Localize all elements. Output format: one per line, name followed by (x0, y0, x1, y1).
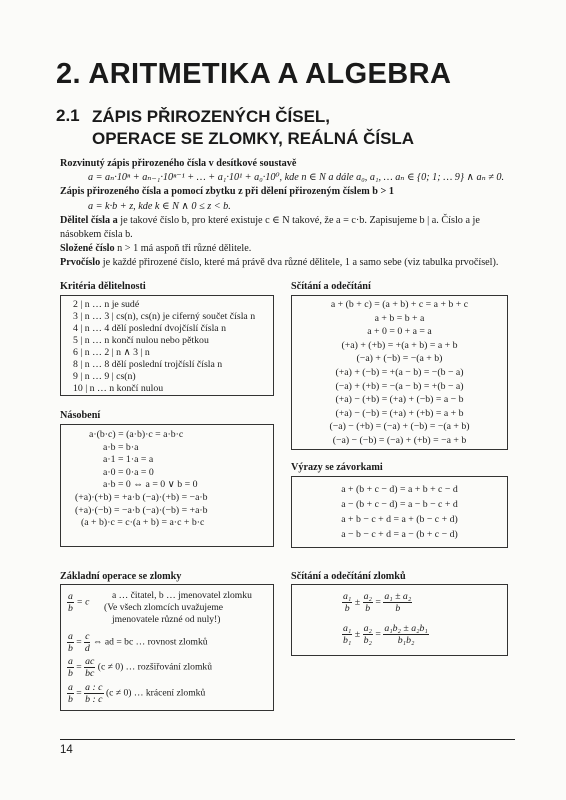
composite-definition (60, 242, 515, 256)
brackets-row: a − (b + c − d) = a − b − c + d (341, 499, 458, 510)
brackets-box (291, 476, 508, 548)
addition-row: (−a) + (−b) = −(a + b) (356, 353, 443, 365)
expanded-heading: Rozvinutý zápis přirozeného čísla v desítkové soustavě (60, 158, 297, 169)
multiplication-row: a·b = b·a (103, 441, 139, 453)
frac-add-general-formula: $\frac{\text{a₁}}{\text{b₁}}$ ± $\frac{\text{a₂}}{\text{b₂}}$ = $\frac{\text{a₁b₂ ± a₂b₁}}{\text{b₁b₂}}$ (343, 623, 428, 646)
fraction-reducing: $\frac{a}{b}$ = $\frac{a : c}{b : c}$ (c ≠ 0) … krácení zlomků (68, 682, 206, 705)
section-number: 2.1 (56, 106, 80, 125)
addition-row: a + b = b + a (374, 312, 425, 324)
fraction-a-over-b: $\frac{a}{b}$ (68, 591, 73, 614)
composite-text: n > 1 má aspoň tři různé dělitele. (117, 243, 252, 255)
divisibility-row: 9 | n … 9 | cs(n) (73, 371, 136, 382)
fraction-expanding: $\frac{a}{b}$ = $\frac{ac}{bc}$ (c ≠ 0) … rozšiřování zlomků (68, 656, 213, 679)
fraction-def-line2: (Ve všech zlomcích uvažujeme (104, 602, 224, 613)
multiplication-row: a·b = 0 ⇔ a = 0 ∨ b = 0 (103, 479, 198, 491)
multiplication-box (60, 424, 274, 547)
expanded-formula: a = aₙ·10ⁿ + aₙ₋₁·10ⁿ⁻¹ + … + a₁·10¹ + a₀·10⁰, kde n ∈ N a dále a₀, a₁, … aₙ ∈ {0; 1; … 9} ∧ aₙ ≠ 0. (88, 172, 505, 184)
fraction-equality: $\frac{a}{b}$ = $\frac{c}{d}$ ⇔ ad = bc … rovnost zlomků (68, 631, 208, 654)
fractions-heading: Základní operace se zlomky (60, 571, 182, 582)
section-title (92, 106, 414, 150)
divisibility-row: 8 | n … 8 dělí poslední trojčíslí čísla n (73, 359, 223, 370)
remainder-formula: a = k·b + z, kde k ∈ N ∧ 0 ≤ z < b. (88, 200, 231, 212)
addition-row: (+a) + (+b) = +(a + b) = a + b (341, 339, 458, 351)
divisor-text: je takové číslo b, pro které existuje c ∈ N takové, že a = c·b. Zapisujeme b | a. Číslo a je násobkem čísla b. (60, 214, 480, 241)
fraction-definition: $\frac{a}{b}$ = c (68, 591, 90, 614)
section-title-line2: OPERACE SE ZLOMKY, REÁLNÁ ČÍSLA (92, 129, 415, 148)
fraction-reducing-text: (c ≠ 0) … krácení zlomků (105, 687, 206, 699)
addition-row: (+a) − (−b) = (+a) + (+b) = a + b (335, 407, 464, 419)
multiplication-row: a·0 = 0·a = 0 (103, 466, 154, 478)
addition-row: (−a) + (+b) = −(a − b) = +(b − a) (335, 380, 464, 392)
addition-row: a + 0 = 0 + a = a (367, 326, 432, 338)
divisibility-box (60, 295, 274, 396)
multiplication-row: a·(b·c) = (a·b)·c = a·b·c (89, 429, 184, 440)
fraction-def-line3: jmenovatele různé od nuly!) (112, 614, 221, 625)
fractions-box (60, 584, 274, 711)
brackets-heading: Výrazy se závorkami (291, 462, 383, 473)
divisor-term: Dělitel čísla a (60, 214, 118, 226)
frac-add-heading: Sčítání a odečítání zlomků (291, 571, 406, 582)
addition-row: (−a) − (+b) = (−a) + (−b) = −(a + b) (329, 421, 470, 433)
divisibility-row: 6 | n … 2 | n ∧ 3 | n (73, 347, 150, 358)
remainder-heading: Zápis přirozeného čísla a pomocí zbytku z při dělení přirozeným číslem b > 1 (60, 186, 394, 198)
prime-term: Prvočíslo (60, 257, 101, 269)
footer-rule (60, 739, 515, 740)
addition-row: a + (b + c) = (a + b) + c = a + b + c (330, 299, 469, 310)
prime-text: je každé přirozené číslo, které má právě dva různé dělitele, 1 a samo sebe (viz tabulka prvočísel). (102, 257, 499, 269)
prime-definition (60, 256, 515, 270)
fraction-expanding-text: (c ≠ 0) … rozšiřování zlomků (97, 661, 213, 673)
section-title-line1: ZÁPIS PŘIROZENÝCH ČÍSEL, (92, 107, 331, 126)
brackets-row: a + b − c + d = a + (b − c + d) (341, 514, 458, 525)
divisibility-heading: Kritéria dělitelnosti (60, 281, 146, 292)
composite-term: Složené číslo (60, 243, 115, 255)
chapter-title: 2. ARITMETIKA A ALGEBRA (56, 58, 452, 90)
brackets-row: a + (b + c − d) = a + b + c − d (341, 484, 458, 495)
addition-row: (+a) + (−b) = +(a − b) = −(b − a) (335, 366, 464, 378)
multiplication-row: (a + b)·c = c·(a + b) = a·c + b·c (81, 517, 205, 529)
addition-box (291, 295, 508, 450)
multiplication-row: (+a)·(−b) = −a·b (−a)·(−b) = +a·b (75, 504, 208, 516)
divisibility-row: 2 | n … n je sudé (73, 299, 140, 310)
addition-row: (+a) − (+b) = (+a) + (−b) = a − b (335, 394, 464, 406)
fraction-def-text (104, 590, 252, 626)
addition-heading: Sčítání a odečítání (291, 281, 371, 292)
divisibility-row: 5 | n … n končí nulou nebo pětkou (73, 335, 209, 346)
brackets-row: a − b − c + d = a − (b + c − d) (341, 529, 458, 540)
divisibility-row: 4 | n … 4 dělí poslední dvojčíslí čísla n (73, 323, 226, 334)
fraction-equality-text: ⇔ ad = bc … rovnost zlomků (92, 636, 208, 648)
multiplication-heading: Násobení (60, 410, 101, 421)
divisibility-row: 3 | n … 3 | cs(n), cs(n) je ciferný součet čísla n (73, 311, 256, 322)
intro-text (60, 157, 515, 271)
fraction-def-line1: a … čitatel, b … jmenovatel zlomku (112, 590, 252, 601)
multiplication-row: a·1 = 1·a = a (103, 454, 154, 466)
frac-add-formula: $\frac{\text{a₁}}{b}$ ± $\frac{\text{a₂}}{b}$ = $\frac{\text{a₁ ± a₂}}{b}$ (343, 591, 412, 614)
multiplication-row: (+a)·(+b) = +a·b (−a)·(+b) = −a·b (75, 491, 208, 503)
divisibility-row: 10 | n … n končí nulou (73, 383, 164, 394)
frac-add-box (291, 584, 508, 656)
divisor-definition (60, 214, 515, 242)
addition-row: (−a) − (−b) = (−a) + (+b) = −a + b (332, 434, 467, 446)
page-number: 14 (60, 744, 73, 756)
